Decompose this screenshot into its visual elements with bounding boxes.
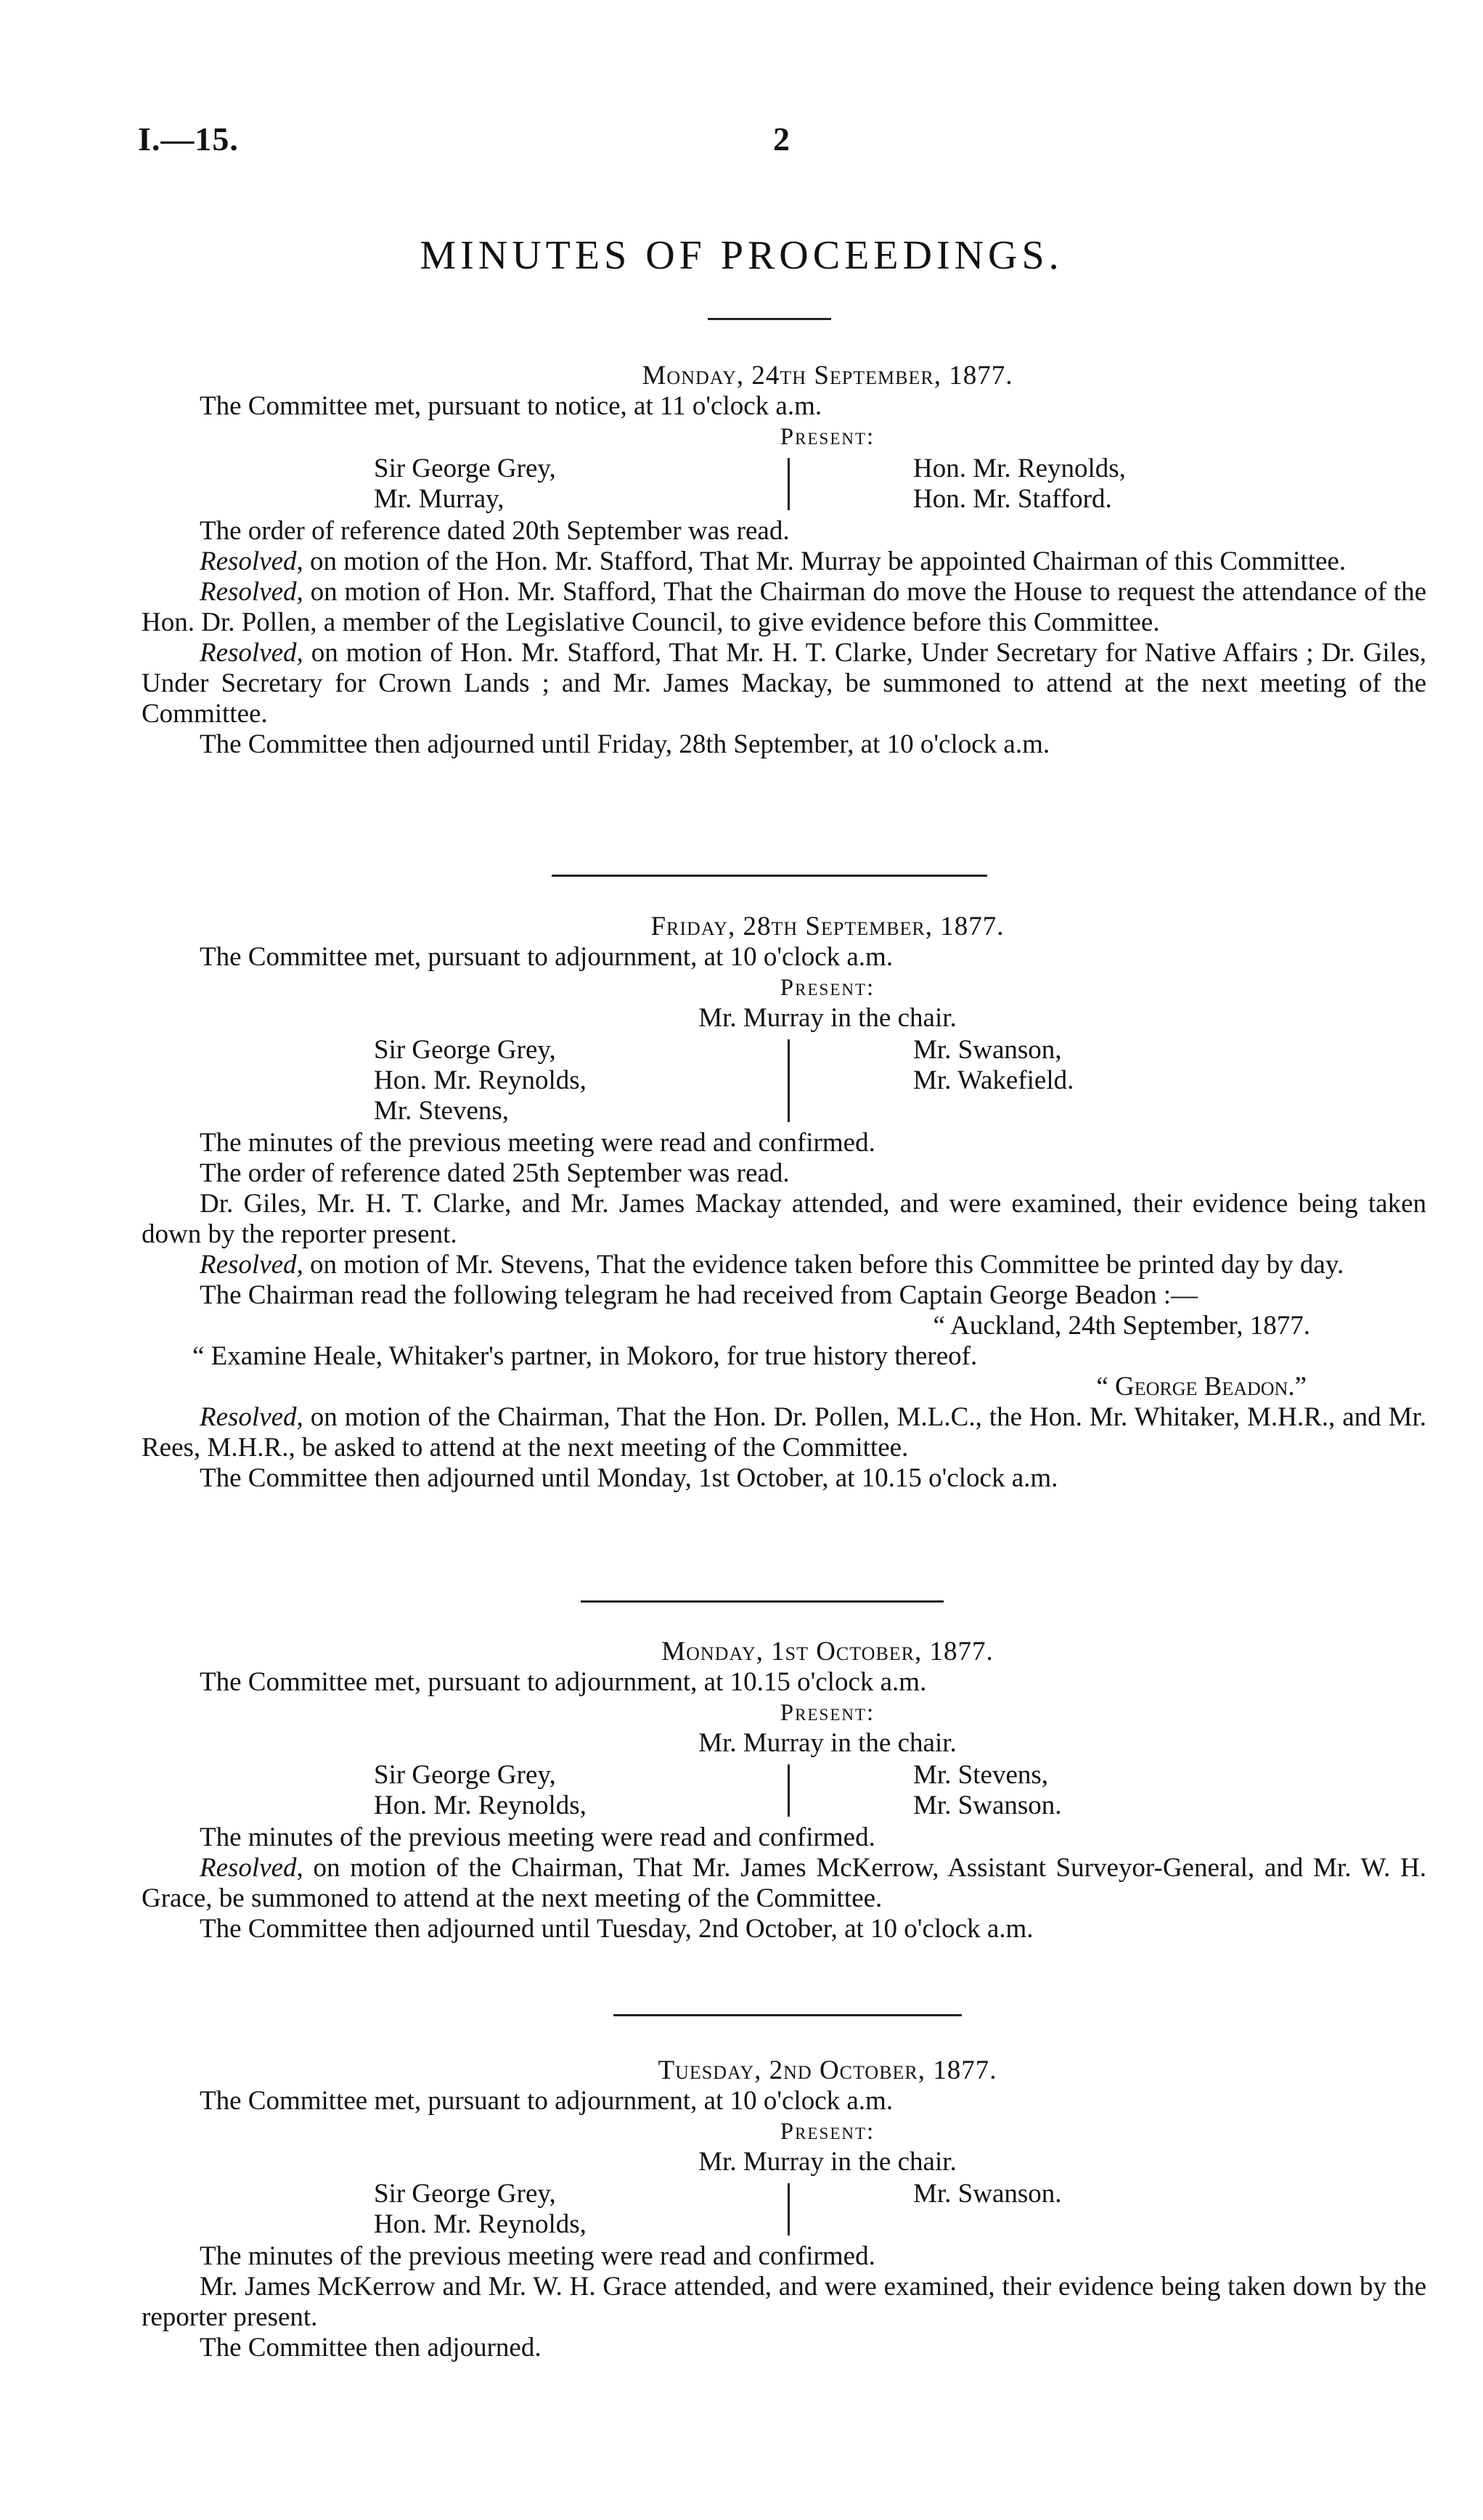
paragraph: The order of reference dated 25th September was read. (200, 1158, 790, 1188)
attendee: Mr. Swanson. (913, 1791, 1062, 1820)
telegram-body: “ Examine Heale, Whitaker's partner, in Mokoro, for true history thereof. (192, 1341, 978, 1371)
attendee: Hon. Mr. Reynolds, (913, 454, 1126, 483)
resolved-word: Resolved, (200, 1402, 303, 1432)
paragraph: The Committee met, pursuant to adjournment, at 10.15 o'clock a.m. (200, 1667, 927, 1697)
attendee: Mr. Stevens, (374, 1096, 510, 1126)
paragraph: Mr. James McKerrow and Mr. W. H. Grace attended, and were examined, their evidence being taken down by the reporter present. (142, 2272, 1426, 2332)
meeting-date: Tuesday, 2nd October, 1877. (658, 2055, 997, 2085)
attendance-list (142, 2179, 1426, 2240)
telegram-place-date: “ Auckland, 24th September, 1877. (933, 1311, 1310, 1341)
attendee: Mr. Swanson. (913, 2179, 1062, 2209)
paragraph: The Committee then adjourned until Friday, 28th September, at 10 o'clock a.m. (200, 729, 1050, 759)
paragraph: Dr. Giles, Mr. H. T. Clarke, and Mr. James Mackay attended, and were examined, their evidence being taken down by the reporter present. (142, 1189, 1426, 1249)
present-heading: Present: (780, 1700, 875, 1726)
resolution (142, 1250, 1426, 1280)
attendee: Mr. Murray, (374, 484, 504, 514)
column-divider (788, 458, 790, 510)
resolved-word: Resolved, (200, 547, 303, 576)
resolution (142, 577, 1426, 638)
paragraph: The Committee met, pursuant to notice, at 11 o'clock a.m. (200, 391, 822, 421)
attendee: Mr. Stevens, (913, 1760, 1049, 1790)
attendee: Mr. Swanson, (913, 1035, 1062, 1065)
section-separator (552, 875, 987, 877)
section-separator (581, 1600, 944, 1603)
column-divider (788, 1039, 790, 1122)
attendee: Sir George Grey, (374, 454, 556, 483)
meeting-section-4 (142, 2055, 1426, 2363)
resolution (142, 638, 1426, 729)
resolution-text: on motion of Hon. Mr. Stafford, That Mr. H. T. Clarke, Under Secretary for Native Affairs ; Dr. Giles, Under Secretary for Crown Lands ; and Mr. James Mackay, be summoned to attend at the next meeting of the Committee. (142, 638, 1426, 729)
paragraph: The Committee then adjourned until Tuesday, 2nd October, at 10 o'clock a.m. (200, 1914, 1034, 1944)
resolved-word: Resolved, (200, 638, 303, 668)
column-divider (788, 2183, 790, 2235)
paragraph: The order of reference dated 20th September was read. (200, 516, 790, 546)
resolution (142, 1402, 1426, 1463)
resolution-text: on motion of the Chairman, That the Hon. Dr. Pollen, M.L.C., the Hon. Mr. Whitaker, M.H.R., and Mr. Rees, M.H.R., be asked to attend at the next meeting of the Committee. (142, 1402, 1426, 1462)
paragraph: The minutes of the previous meeting were read and confirmed. (200, 1128, 875, 1158)
meeting-date: Monday, 24th September, 1877. (642, 361, 1013, 390)
resolved-word: Resolved, (200, 1853, 303, 1883)
attendee: Hon. Mr. Reynolds, (374, 1065, 587, 1095)
resolution-text: on motion of the Chairman, That Mr. James McKerrow, Assistant Surveyor-General, and Mr. W. H. Grace, be summoned to attend at the next meeting of the Committee. (142, 1853, 1426, 1913)
attendance-list (142, 1035, 1426, 1126)
attendance-list (142, 454, 1426, 515)
paragraph: The Chairman read the following telegram he had received from Captain George Beadon :— (200, 1280, 1198, 1310)
document-reference: I.—15. (138, 120, 239, 158)
chair-line: Mr. Murray in the chair. (698, 1728, 957, 1758)
present-heading: Present: (780, 2119, 875, 2145)
attendee: Sir George Grey, (374, 1760, 556, 1790)
paragraph: The Committee met, pursuant to adjournment, at 10 o'clock a.m. (200, 942, 894, 972)
resolution-text: on motion of the Hon. Mr. Stafford, That Mr. Murray be appointed Chairman of this Committee. (303, 547, 1347, 576)
meeting-section-3 (142, 1637, 1426, 1944)
chair-line: Mr. Murray in the chair. (698, 2147, 957, 2177)
meeting-section-1 (142, 361, 1426, 760)
telegram-signature: “ George Beadon.” (1096, 1372, 1307, 1402)
paragraph: The minutes of the previous meeting were read and confirmed. (200, 1822, 875, 1852)
meeting-date: Monday, 1st October, 1877. (661, 1637, 994, 1666)
paragraph: The minutes of the previous meeting were read and confirmed. (200, 2241, 875, 2271)
present-heading: Present: (780, 424, 875, 450)
paragraph: The Committee then adjourned until Monday, 1st October, at 10.15 o'clock a.m. (200, 1463, 1058, 1493)
page-title: MINUTES OF PROCEEDINGS. (420, 233, 1063, 278)
attendee: Sir George Grey, (374, 2179, 556, 2209)
attendance-list (142, 1760, 1426, 1821)
attendee: Mr. Wakefield. (913, 1065, 1074, 1095)
meeting-date: Friday, 28th September, 1877. (650, 912, 1005, 941)
resolution-text: on motion of Mr. Stevens, That the evidence taken before this Committee be printed day by day. (303, 1250, 1344, 1280)
attendee: Hon. Mr. Stafford. (913, 484, 1112, 514)
meeting-section-2 (142, 912, 1426, 1494)
paragraph: The Committee then adjourned. (200, 2333, 542, 2362)
column-divider (788, 1764, 790, 1817)
attendee: Hon. Mr. Reynolds, (374, 1791, 587, 1820)
resolution-text: on motion of Hon. Mr. Stafford, That the Chairman do move the House to request the attendance of the Hon. Dr. Pollen, a member of the Legislative Council, to give evidence before this Committee. (142, 577, 1426, 637)
attendee: Sir George Grey, (374, 1035, 556, 1065)
resolution (142, 547, 1426, 577)
present-heading: Present: (780, 975, 875, 1001)
resolution (142, 1853, 1426, 1914)
paragraph: The Committee met, pursuant to adjournment, at 10 o'clock a.m. (200, 2086, 894, 2116)
attendee: Hon. Mr. Reynolds, (374, 2209, 587, 2239)
chair-line: Mr. Murray in the chair. (698, 1003, 957, 1033)
resolved-word: Resolved, (200, 577, 303, 607)
title-rule (708, 318, 831, 320)
page-number: 2 (773, 120, 790, 158)
resolved-word: Resolved, (200, 1250, 303, 1280)
section-separator (613, 2014, 962, 2016)
